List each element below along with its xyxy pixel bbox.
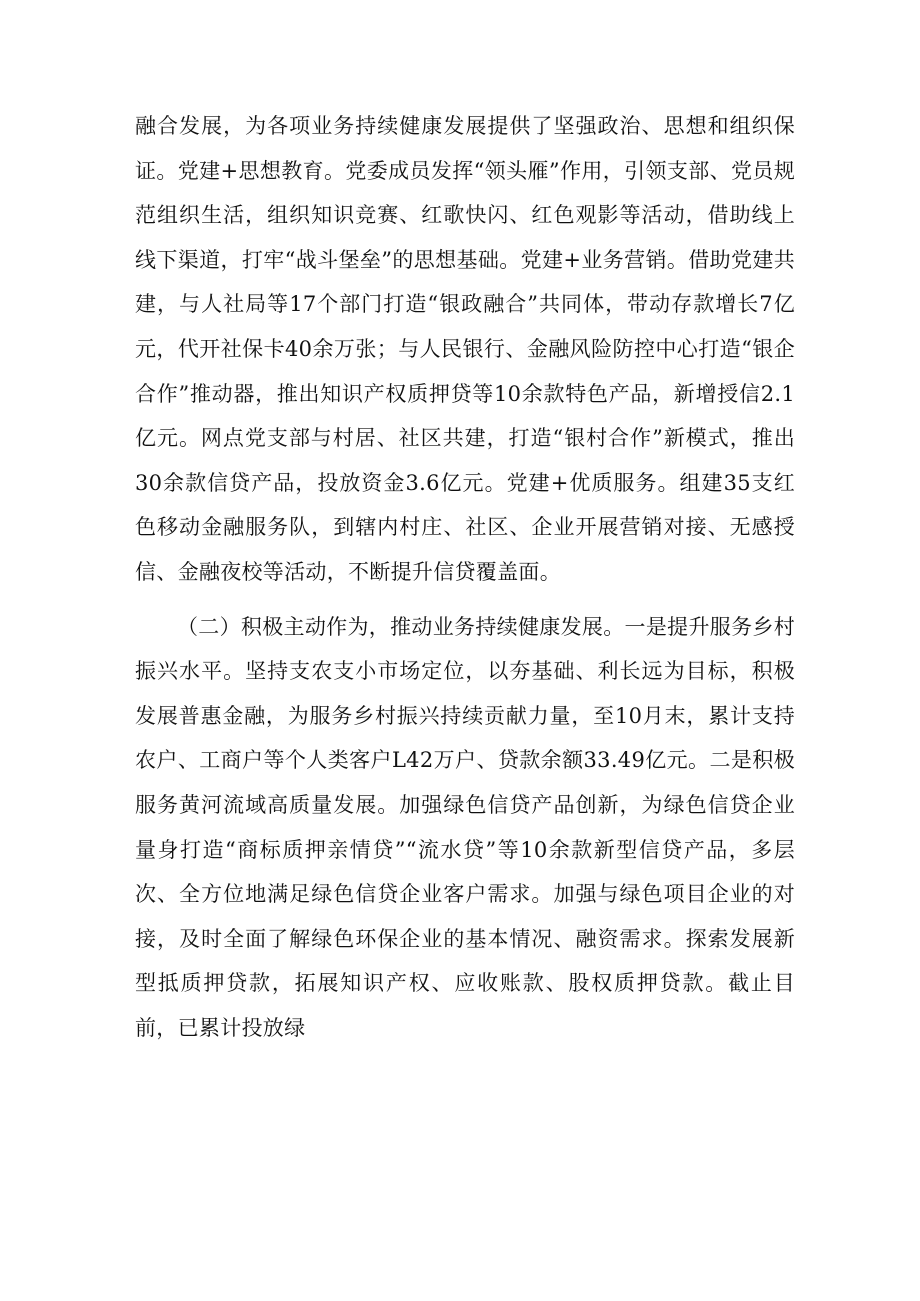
paragraph-continued: 融合发展，为各项业务持续健康发展提供了坚强政治、思想和组织保证。党建+思想教育。党委成员发挥“领头雁”作用，引领支部、党员规范组织生活，组织知识竞赛、红歌快闪、红色观影等活动，借助线上线下渠道，打牢“战斗堡垒”的思想基础。党建+业务营销。借助党建共建，与人社局等17个部门打造“银政融合”共同体，带动存款增长7亿元，代开社保卡40余万张；与人民银行、金融风险防控中心打造“银企合作”推动器，推出知识产权质押贷等10余款特色产品，新增授信2.1亿元。网点党支部与村居、社区共建，打造“银村合作”新模式，推出30余款信贷产品，投放资金3.6亿元。党建+优质服务。组建35支红色移动金融服务队，到辖内村庄、社区、企业开展营销对接、无感授信、金融夜校等活动，不断提升信贷覆盖面。 bbox=[135, 114, 795, 584]
paragraph-section-two: （二）积极主动作为，推动业务持续健康发展。一是提升服务乡村振兴水平。坚持支农支小市场定位，以夯基础、利长远为目标，积极发展普惠金融，为服务乡村振兴持续贡献力量，至10月末，累计支持农户、工商户等个人类客户L42万户、贷款余额33.49亿元。二是积极服务黄河流域高质量发展。加强绿色信贷产品创新，为绿色信贷企业量身打造“商标质押亲情贷”“流水贷”等10余款新型信贷产品，多层次、全方位地满足绿色信贷企业客户需求。加强与绿色项目企业的对接，及时全面了解绿色环保企业的基本情况、融资需求。探索发展新型抵质押贷款，拓展知识产权、应收账款、股权质押贷款。截止目前，已累计投放绿 bbox=[135, 614, 795, 1040]
body-text bbox=[135, 104, 795, 1050]
